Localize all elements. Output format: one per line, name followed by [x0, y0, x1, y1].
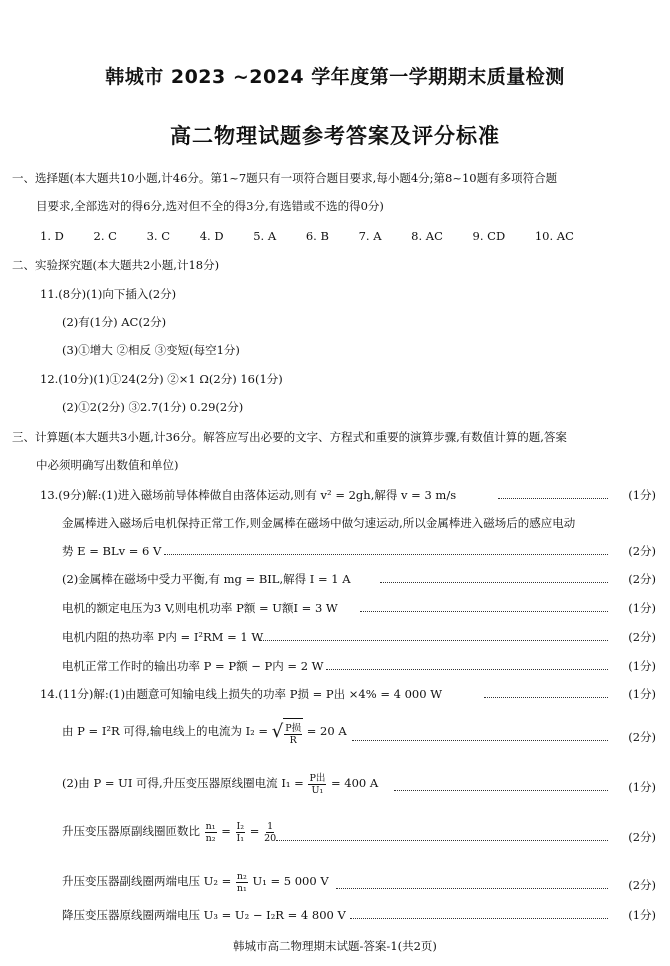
score-mark: (1分) — [628, 780, 656, 794]
q13-step7: 电机正常工作时的输出功率 P = P额 − P内 = 2 W — [62, 659, 324, 673]
q13-step4: (2)金属棒在磁场中受力平衡,有 mg = BIL,解得 I = 1 A — [62, 572, 351, 586]
fraction-denominator: 20 — [264, 832, 277, 844]
q14-step3-text: (2)由 P = UI 可得,升压变压器原线圈电流 I₁ = — [62, 776, 304, 790]
q12-part2: (2)①2(2分) ③2.7(1分) 0.29(2分) — [62, 400, 244, 414]
choice-answer: 3. C — [146, 229, 171, 243]
leader-dots — [352, 740, 608, 741]
q14-step2 — [62, 718, 347, 746]
leader-dots — [394, 790, 608, 791]
choice-answer: 5. A — [253, 229, 277, 243]
fraction-numerator: I₂ — [236, 820, 245, 832]
section2-heading: 二、实验探究题(本大题共2小题,计18分) — [12, 258, 220, 272]
fraction — [205, 821, 217, 844]
fraction-denominator: R — [289, 734, 297, 746]
leader-dots — [484, 697, 608, 698]
section3-heading-line1: 三、计算题(本大题共3小题,计36分。解答应写出必要的文字、方程式和重要的演算步骤,有数值计算的题,答案 — [12, 430, 567, 444]
q14-step4-text: 升压变压器原副线圈匝数比 — [62, 824, 200, 838]
q14-step3-result: = 400 A — [331, 776, 379, 790]
radical-sign: √ — [271, 721, 284, 742]
q14-step4 — [62, 818, 277, 844]
choice-answer: 2. C — [93, 229, 117, 243]
leader-dots — [380, 582, 608, 583]
q14-step3 — [62, 770, 378, 796]
score-mark: (1分) — [628, 687, 656, 701]
q14-step5 — [62, 868, 329, 894]
page-footer: 韩城市高二物理期末试题-答案-1(共2页) — [233, 939, 437, 953]
section1-heading-line1: 一、选择题(本大题共10小题,计46分。第1~7题只有一项符合题目要求,每小题4分;第8~10题有多项符合题 — [12, 171, 558, 185]
q14-step2-text: 由 P = I²R 可得,输电线上的电流为 I₂ = — [62, 724, 269, 738]
choice-answer: 1. D — [40, 229, 64, 243]
fraction-numerator: n₂ — [236, 870, 247, 882]
score-mark: (1分) — [628, 488, 656, 502]
q14-step2-result: = 20 A — [306, 724, 347, 738]
fraction — [236, 821, 246, 844]
q13-step1: 13.(9分)解:(1)进入磁场前导体棒做自由落体运动,则有 v² = 2gh,解得 v = 3 m/s — [40, 488, 457, 502]
answer-key-title: 高二物理试题参考答案及评分标准 — [170, 124, 500, 148]
leader-dots — [336, 888, 608, 889]
score-mark: (1分) — [628, 601, 656, 615]
equals-sign: = — [221, 824, 231, 838]
score-mark: (2分) — [628, 630, 656, 644]
score-mark: (2分) — [628, 544, 656, 558]
q11-part2: (2)有(1分) AC(2分) — [62, 315, 167, 329]
fraction — [264, 821, 276, 844]
leader-dots — [164, 554, 608, 555]
fraction — [308, 773, 326, 796]
fraction-denominator: n₁ — [236, 882, 247, 894]
fraction — [284, 723, 302, 746]
fraction-numerator: 1 — [267, 820, 274, 832]
section1-heading-line2: 目要求,全部选对的得6分,选对但不全的得3分,有选错或不选的得0分) — [36, 199, 384, 213]
choice-answer: 10. AC — [534, 229, 574, 243]
q13-step5: 电机的额定电压为3 V,则电机功率 P额 = U额I = 3 W — [62, 601, 338, 615]
square-root — [272, 718, 303, 746]
score-mark: (2分) — [628, 730, 656, 744]
fraction — [236, 871, 248, 894]
q14-step1: 14.(11分)解:(1)由题意可知输电线上损失的功率 P损 = P出 ×4% = 4 000 W — [40, 687, 443, 701]
choice-answer: 4. D — [199, 229, 224, 243]
score-mark: (2分) — [628, 878, 656, 892]
score-mark: (1分) — [628, 659, 656, 673]
leader-dots — [360, 611, 608, 612]
score-mark: (2分) — [628, 830, 656, 844]
fraction-numerator: n₁ — [205, 820, 216, 832]
fraction-numerator: P出 — [309, 772, 326, 784]
leader-dots — [260, 640, 608, 641]
fraction-denominator: n₂ — [205, 832, 216, 844]
choice-answer: 8. AC — [411, 229, 443, 243]
q14-step5-text: 升压变压器副线圈两端电压 U₂ = — [62, 874, 232, 888]
equals-sign: = — [249, 824, 260, 838]
leader-dots — [350, 918, 608, 919]
exam-title: 韩城市 2023 ~2024 学年度第一学期期末质量检测 — [105, 66, 565, 88]
q11-part1: 11.(8分)(1)向下插入(2分) — [40, 287, 177, 301]
q13-step2: 金属棒进入磁场后电机保持正常工作,则金属棒在磁场中做匀速运动,所以金属棒进入磁场后的感应电动 — [62, 516, 576, 530]
fraction-denominator: U₁ — [311, 784, 324, 796]
score-mark: (1分) — [628, 908, 656, 922]
q13-step6: 电机内阻的热功率 P内 = I²RM = 1 W — [62, 630, 264, 644]
choice-answer: 7. A — [358, 229, 382, 243]
choice-answers-row — [40, 228, 600, 244]
leader-dots — [498, 498, 608, 499]
leader-dots — [276, 840, 608, 841]
leader-dots — [326, 669, 608, 670]
q11-part3: (3)①增大 ②相反 ③变短(每空1分) — [62, 343, 240, 357]
choice-answer: 9. CD — [472, 229, 506, 243]
score-mark: (2分) — [628, 572, 656, 586]
section3-heading-line2: 中必须明确写出数值和单位) — [36, 458, 179, 472]
q14-step6: 降压变压器原线圈两端电压 U₃ = U₂ − I₂R = 4 800 V — [62, 908, 346, 922]
q12-part1: 12.(10分)(1)①24(2分) ②×1 Ω(2分) 16(1分) — [40, 372, 283, 386]
q13-step3: 势 E = BLv = 6 V — [62, 544, 162, 558]
q14-step5-result: U₁ = 5 000 V — [252, 874, 329, 888]
fraction-denominator: I₁ — [236, 832, 245, 844]
choice-answer: 6. B — [305, 229, 329, 243]
fraction-numerator: P损 — [285, 722, 302, 734]
